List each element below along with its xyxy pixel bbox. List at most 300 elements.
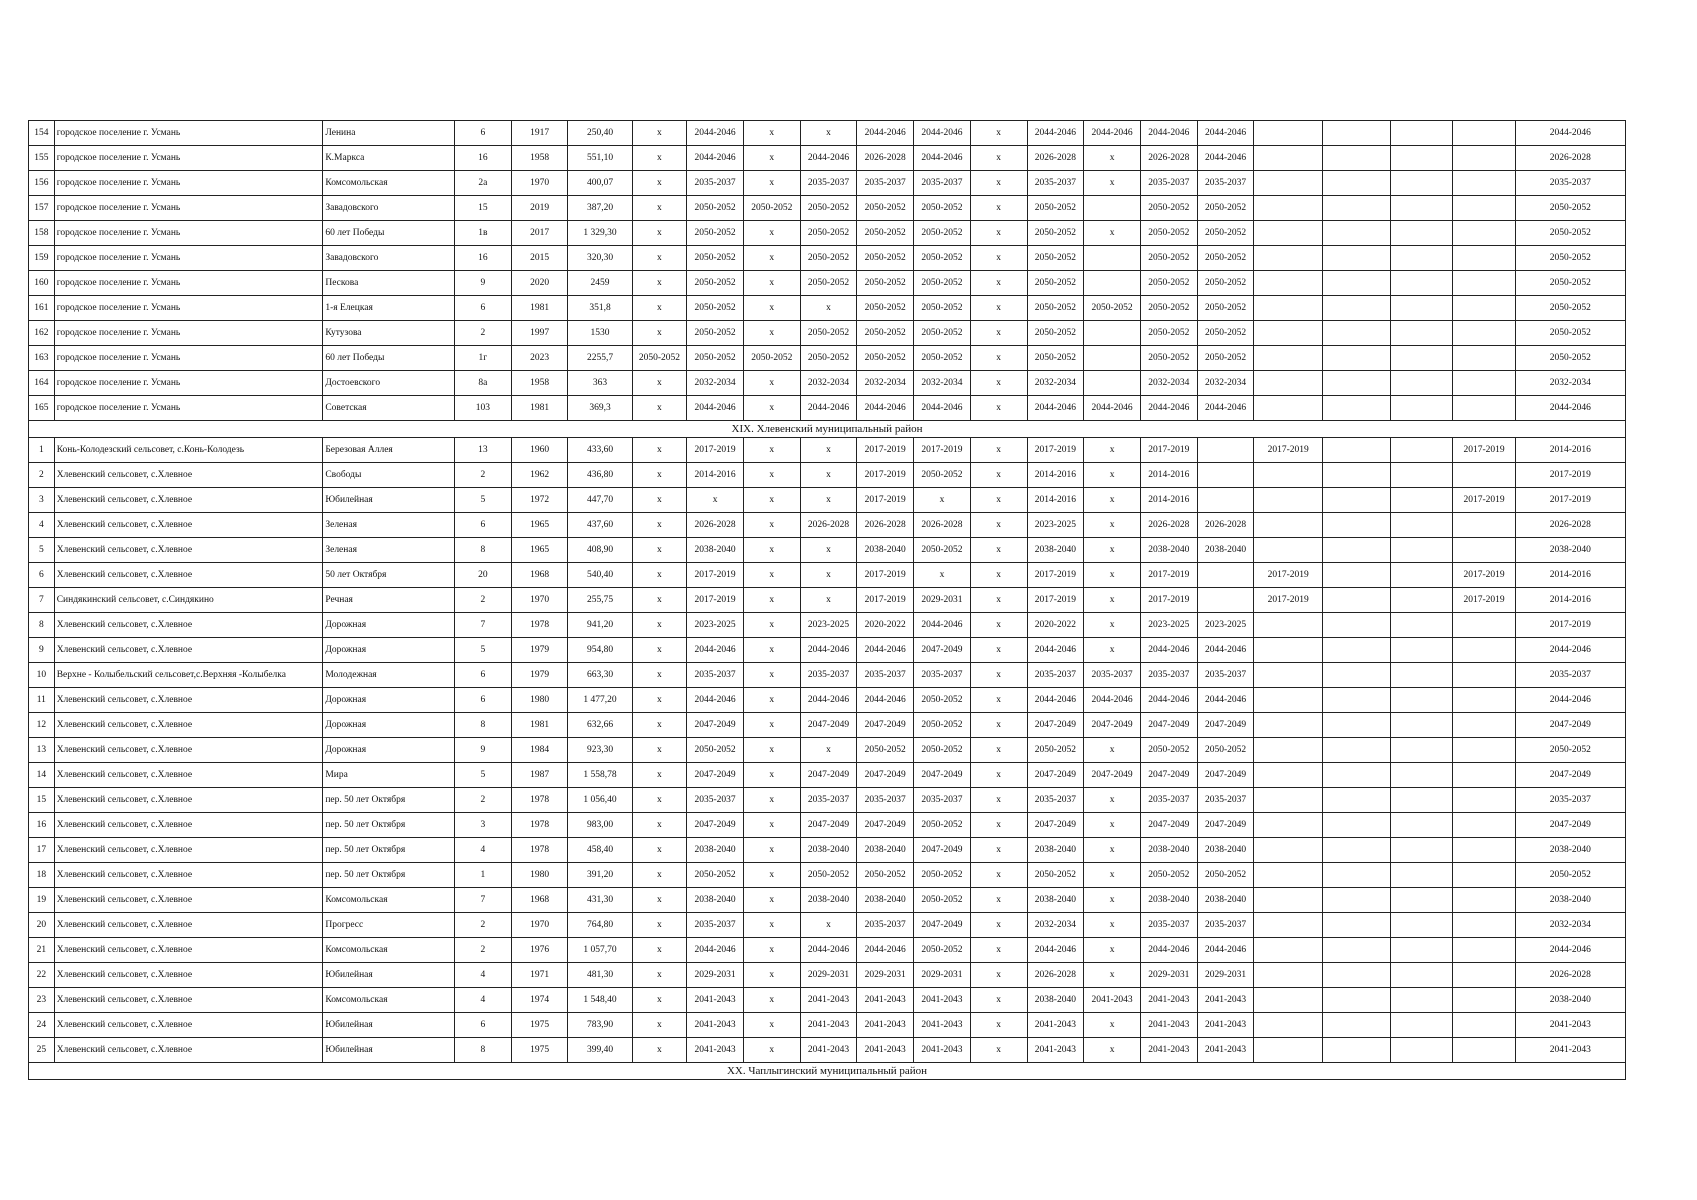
- table-cell: [1391, 613, 1453, 638]
- table-cell: х: [970, 838, 1027, 863]
- table-cell: х: [632, 913, 687, 938]
- table-row: [29, 221, 1626, 246]
- table-cell: [1453, 171, 1515, 196]
- table-cell: [1322, 488, 1391, 513]
- table-cell: х: [970, 863, 1027, 888]
- table-cell: 1980: [511, 863, 568, 888]
- table-cell: 1975: [511, 1013, 568, 1038]
- table-row: [29, 371, 1626, 396]
- table-cell: 2044-2046: [800, 688, 857, 713]
- table-cell: [1453, 938, 1515, 963]
- table-cell: городское поселение г. Усмань: [54, 371, 323, 396]
- table-cell: 941,20: [568, 613, 632, 638]
- table-cell: 2017-2019: [1515, 463, 1625, 488]
- table-cell: 2050-2052: [1140, 221, 1197, 246]
- table-cell: 14: [29, 763, 55, 788]
- table-cell: 2044-2046: [914, 613, 971, 638]
- table-cell: х: [970, 813, 1027, 838]
- table-cell: х: [743, 271, 800, 296]
- table-cell: х: [970, 296, 1027, 321]
- table-cell: 1965: [511, 513, 568, 538]
- table-cell: Хлевенский сельсовет, с.Хлевное: [54, 688, 323, 713]
- table-cell: [1453, 988, 1515, 1013]
- table-cell: 2017-2019: [1254, 588, 1323, 613]
- table-cell: 160: [29, 271, 55, 296]
- table-cell: х: [1084, 863, 1141, 888]
- table-cell: 2050-2052: [1197, 221, 1254, 246]
- table-cell: Дорожная: [323, 738, 455, 763]
- table-cell: 1978: [511, 813, 568, 838]
- table-cell: 165: [29, 396, 55, 421]
- table-cell: 5: [454, 638, 511, 663]
- table-cell: Комсомольская: [323, 888, 455, 913]
- table-cell: х: [914, 488, 971, 513]
- table-cell: [1084, 271, 1141, 296]
- table-cell: 2038-2040: [1515, 538, 1625, 563]
- table-cell: 2050-2052: [800, 246, 857, 271]
- table-cell: 2050-2052: [632, 346, 687, 371]
- table-cell: [1254, 913, 1323, 938]
- table-cell: 2050-2052: [1197, 296, 1254, 321]
- table-cell: [1322, 763, 1391, 788]
- table-cell: 2026-2028: [1140, 513, 1197, 538]
- table-cell: х: [970, 396, 1027, 421]
- table-cell: 551,10: [568, 146, 632, 171]
- table-cell: 12: [29, 713, 55, 738]
- table-cell: 2050-2052: [1027, 346, 1084, 371]
- table-cell: [1391, 588, 1453, 613]
- table-cell: 2041-2043: [800, 988, 857, 1013]
- table-cell: 2044-2046: [1027, 938, 1084, 963]
- table-cell: 21: [29, 938, 55, 963]
- table-cell: [1322, 913, 1391, 938]
- table-cell: 1984: [511, 738, 568, 763]
- table-cell: [1322, 1013, 1391, 1038]
- table-cell: 2050-2052: [914, 221, 971, 246]
- table-cell: Верхне - Колыбельский сельсовет,с.Верхняя -Колыбелка: [54, 663, 323, 688]
- table-cell: 1981: [511, 713, 568, 738]
- table-cell: [1391, 396, 1453, 421]
- table-cell: 2050-2052: [1027, 271, 1084, 296]
- table-cell: 2026-2028: [1027, 146, 1084, 171]
- table-cell: х: [743, 171, 800, 196]
- table-cell: 2035-2037: [914, 663, 971, 688]
- table-cell: [1254, 171, 1323, 196]
- table-cell: 2047-2049: [800, 713, 857, 738]
- table-cell: [1391, 171, 1453, 196]
- table-cell: 2041-2043: [687, 988, 744, 1013]
- table-cell: 13: [454, 438, 511, 463]
- table-cell: [1322, 863, 1391, 888]
- table-cell: 2032-2034: [1197, 371, 1254, 396]
- table-cell: х: [800, 438, 857, 463]
- table-cell: 4: [454, 838, 511, 863]
- table-cell: 2035-2037: [687, 788, 744, 813]
- table-cell: 2050-2052: [800, 196, 857, 221]
- table-cell: 2026-2028: [1515, 513, 1625, 538]
- table-cell: 2035-2037: [1140, 663, 1197, 688]
- table-cell: 2047-2049: [1515, 763, 1625, 788]
- table-cell: 2050-2052: [1515, 196, 1625, 221]
- table-cell: 2050-2052: [1140, 271, 1197, 296]
- table-cell: х: [743, 1038, 800, 1063]
- table-cell: Хлевенский сельсовет, с.Хлевное: [54, 913, 323, 938]
- table-cell: 2014-2016: [1027, 463, 1084, 488]
- table-cell: [1254, 346, 1323, 371]
- table-cell: 8: [454, 1038, 511, 1063]
- table-cell: 2044-2046: [1515, 121, 1625, 146]
- table-cell: 1 057,70: [568, 938, 632, 963]
- table-cell: 164: [29, 371, 55, 396]
- table-cell: [1322, 463, 1391, 488]
- table-row: [29, 963, 1626, 988]
- table-cell: 2050-2052: [857, 321, 914, 346]
- table-cell: [1453, 963, 1515, 988]
- table-cell: 2050-2052: [1140, 246, 1197, 271]
- table-cell: х: [632, 688, 687, 713]
- table-cell: 2017-2019: [687, 588, 744, 613]
- table-cell: 2017-2019: [1027, 588, 1084, 613]
- table-cell: 15: [454, 196, 511, 221]
- table-cell: 2050-2052: [687, 246, 744, 271]
- table-cell: 2044-2046: [1197, 146, 1254, 171]
- table-cell: [1322, 321, 1391, 346]
- table-cell: [1453, 763, 1515, 788]
- table-cell: х: [632, 838, 687, 863]
- table-cell: 2050-2052: [743, 196, 800, 221]
- table-cell: [1322, 638, 1391, 663]
- table-cell: 2050-2052: [687, 196, 744, 221]
- table-cell: 2050-2052: [687, 346, 744, 371]
- table-cell: 2044-2046: [800, 146, 857, 171]
- table-cell: 2032-2034: [1515, 913, 1625, 938]
- table-cell: 2038-2040: [1027, 838, 1084, 863]
- table-cell: х: [970, 1038, 1027, 1063]
- table-cell: 2050-2052: [857, 738, 914, 763]
- table-cell: х: [1084, 463, 1141, 488]
- table-cell: х: [1084, 538, 1141, 563]
- table-cell: [1254, 888, 1323, 913]
- table-cell: 2035-2037: [687, 171, 744, 196]
- table-cell: [1453, 1013, 1515, 1038]
- table-cell: 2050-2052: [1140, 346, 1197, 371]
- table-cell: [1453, 638, 1515, 663]
- table-cell: [1391, 788, 1453, 813]
- table-cell: 2050-2052: [914, 738, 971, 763]
- table-cell: 1 056,40: [568, 788, 632, 813]
- table-cell: 2035-2037: [914, 171, 971, 196]
- table-cell: 2047-2049: [1197, 763, 1254, 788]
- table-cell: 1979: [511, 638, 568, 663]
- table-cell: 2050-2052: [1140, 738, 1197, 763]
- table-cell: 2050-2052: [1140, 863, 1197, 888]
- table-cell: х: [970, 438, 1027, 463]
- table-cell: х: [1084, 813, 1141, 838]
- table-row: [29, 888, 1626, 913]
- table-cell: х: [632, 538, 687, 563]
- table-cell: 9: [454, 738, 511, 763]
- table-cell: 2044-2046: [857, 638, 914, 663]
- table-cell: Прогресс: [323, 913, 455, 938]
- table-cell: городское поселение г. Усмань: [54, 246, 323, 271]
- table-cell: [1322, 963, 1391, 988]
- table-cell: х: [970, 763, 1027, 788]
- table-cell: 2017-2019: [1453, 488, 1515, 513]
- table-cell: 2026-2028: [914, 513, 971, 538]
- table-cell: 2044-2046: [1515, 688, 1625, 713]
- table-cell: Комсомольская: [323, 988, 455, 1013]
- table-cell: 1965: [511, 538, 568, 563]
- table-cell: 2041-2043: [857, 1013, 914, 1038]
- table-cell: 2050-2052: [1197, 246, 1254, 271]
- table-cell: 2: [454, 913, 511, 938]
- table-cell: х: [743, 913, 800, 938]
- table-cell: [1453, 688, 1515, 713]
- table-cell: 2026-2028: [1515, 963, 1625, 988]
- table-cell: 1978: [511, 838, 568, 863]
- table-cell: [1453, 513, 1515, 538]
- table-cell: 2041-2043: [914, 1038, 971, 1063]
- table-cell: 2050-2052: [914, 863, 971, 888]
- table-cell: 2050-2052: [1027, 738, 1084, 763]
- table-cell: 2050-2052: [857, 221, 914, 246]
- table-cell: [1197, 438, 1254, 463]
- table-body: [29, 121, 1626, 1080]
- table-row: [29, 763, 1626, 788]
- table-cell: х: [632, 788, 687, 813]
- table-cell: 2050-2052: [857, 271, 914, 296]
- table-cell: [1322, 838, 1391, 863]
- section-title: XIX. Хлевенский муниципальный район: [29, 421, 1626, 438]
- table-cell: [1254, 246, 1323, 271]
- table-cell: 2050-2052: [914, 321, 971, 346]
- table-cell: 2038-2040: [1515, 988, 1625, 1013]
- table-cell: 2017-2019: [1453, 563, 1515, 588]
- table-cell: 2050-2052: [1027, 296, 1084, 321]
- table-cell: [1254, 813, 1323, 838]
- table-cell: 6: [454, 513, 511, 538]
- table-cell: х: [970, 738, 1027, 763]
- table-cell: 2035-2037: [857, 913, 914, 938]
- table-cell: [1322, 738, 1391, 763]
- table-cell: 5: [29, 538, 55, 563]
- table-cell: х: [1084, 171, 1141, 196]
- table-cell: 540,40: [568, 563, 632, 588]
- table-cell: [1453, 713, 1515, 738]
- table-cell: х: [632, 246, 687, 271]
- table-cell: х: [632, 588, 687, 613]
- table-cell: 2047-2049: [1140, 813, 1197, 838]
- table-cell: 2050-2052: [1197, 738, 1254, 763]
- table-cell: [1254, 538, 1323, 563]
- table-cell: 2050-2052: [1515, 738, 1625, 763]
- table-cell: [1453, 813, 1515, 838]
- table-cell: х: [743, 538, 800, 563]
- table-cell: [1254, 838, 1323, 863]
- table-cell: 954,80: [568, 638, 632, 663]
- table-cell: 2044-2046: [914, 121, 971, 146]
- table-cell: х: [970, 538, 1027, 563]
- table-cell: 2017-2019: [1453, 438, 1515, 463]
- table-cell: 2047-2049: [914, 838, 971, 863]
- table-cell: 2047-2049: [1197, 813, 1254, 838]
- table-cell: [1391, 888, 1453, 913]
- table-cell: городское поселение г. Усмань: [54, 171, 323, 196]
- table-cell: 2038-2040: [857, 538, 914, 563]
- table-cell: 2050-2052: [687, 271, 744, 296]
- table-cell: 2014-2016: [1027, 488, 1084, 513]
- table-cell: х: [800, 463, 857, 488]
- table-row: [29, 913, 1626, 938]
- table-cell: [1391, 638, 1453, 663]
- table-cell: 23: [29, 988, 55, 1013]
- table-cell: 983,00: [568, 813, 632, 838]
- table-row: [29, 588, 1626, 613]
- table-cell: 2: [454, 588, 511, 613]
- table-row: [29, 463, 1626, 488]
- table-cell: 2041-2043: [1027, 1038, 1084, 1063]
- table-cell: [1254, 221, 1323, 246]
- table-cell: 2026-2028: [687, 513, 744, 538]
- table-cell: городское поселение г. Усмань: [54, 146, 323, 171]
- table-cell: [1453, 863, 1515, 888]
- table-cell: 2014-2016: [1140, 463, 1197, 488]
- table-cell: 2: [454, 788, 511, 813]
- table-cell: 2047-2049: [857, 763, 914, 788]
- table-cell: 2047-2049: [914, 763, 971, 788]
- table-cell: 2050-2052: [800, 221, 857, 246]
- table-cell: [1084, 321, 1141, 346]
- table-row: [29, 246, 1626, 271]
- table-cell: х: [1084, 838, 1141, 863]
- table-cell: 2026-2028: [857, 146, 914, 171]
- table-cell: [1322, 296, 1391, 321]
- table-cell: 2044-2046: [687, 638, 744, 663]
- table-cell: х: [743, 1013, 800, 1038]
- table-cell: 2026-2028: [1140, 146, 1197, 171]
- table-cell: 1981: [511, 296, 568, 321]
- table-cell: 2: [454, 463, 511, 488]
- table-cell: [1453, 788, 1515, 813]
- table-cell: [1322, 513, 1391, 538]
- table-cell: 2050-2052: [857, 246, 914, 271]
- table-cell: Хлевенский сельсовет, с.Хлевное: [54, 713, 323, 738]
- table-cell: 783,90: [568, 1013, 632, 1038]
- table-cell: х: [632, 221, 687, 246]
- table-cell: [1254, 613, 1323, 638]
- table-cell: [1197, 463, 1254, 488]
- table-cell: 2041-2043: [1197, 1038, 1254, 1063]
- table-cell: х: [743, 813, 800, 838]
- table-cell: 2044-2046: [687, 938, 744, 963]
- table-cell: х: [632, 963, 687, 988]
- table-cell: 2050-2052: [800, 321, 857, 346]
- table-cell: 1958: [511, 371, 568, 396]
- table-cell: 3: [454, 813, 511, 838]
- table-cell: 2032-2034: [1140, 371, 1197, 396]
- table-cell: х: [743, 763, 800, 788]
- table-cell: 156: [29, 171, 55, 196]
- table-cell: [1391, 713, 1453, 738]
- table-cell: 2038-2040: [1197, 888, 1254, 913]
- table-cell: х: [970, 1013, 1027, 1038]
- table-cell: 2014-2016: [1515, 438, 1625, 463]
- table-cell: 9: [29, 638, 55, 663]
- table-cell: 2041-2043: [914, 988, 971, 1013]
- table-cell: Молодежная: [323, 663, 455, 688]
- table-cell: [1453, 296, 1515, 321]
- table-cell: 2017-2019: [857, 463, 914, 488]
- table-cell: 157: [29, 196, 55, 221]
- table-row: [29, 1038, 1626, 1063]
- table-cell: [1391, 371, 1453, 396]
- table-cell: [1453, 346, 1515, 371]
- table-cell: 2014-2016: [687, 463, 744, 488]
- table-cell: 2050-2052: [1197, 346, 1254, 371]
- table-cell: х: [970, 271, 1027, 296]
- table-row: [29, 863, 1626, 888]
- table-cell: 161: [29, 296, 55, 321]
- table-cell: 2038-2040: [800, 838, 857, 863]
- table-cell: х: [970, 688, 1027, 713]
- table-cell: Советская: [323, 396, 455, 421]
- table-cell: [1322, 221, 1391, 246]
- table-cell: х: [743, 788, 800, 813]
- table-cell: [1322, 346, 1391, 371]
- table-cell: 8: [454, 538, 511, 563]
- table-cell: 2047-2049: [1515, 813, 1625, 838]
- table-cell: х: [743, 938, 800, 963]
- table-cell: [1322, 788, 1391, 813]
- table-cell: 2044-2046: [1515, 638, 1625, 663]
- table-cell: [1254, 321, 1323, 346]
- table-cell: 2044-2046: [1515, 938, 1625, 963]
- table-cell: 2038-2040: [1197, 838, 1254, 863]
- table-cell: [1322, 396, 1391, 421]
- table-cell: х: [632, 463, 687, 488]
- table-cell: х: [743, 888, 800, 913]
- table-cell: 2050-2052: [914, 296, 971, 321]
- table-cell: х: [632, 888, 687, 913]
- table-cell: городское поселение г. Усмань: [54, 296, 323, 321]
- table-cell: Комсомольская: [323, 171, 455, 196]
- section-header-row: [29, 421, 1626, 438]
- table-cell: 2026-2028: [1027, 963, 1084, 988]
- table-cell: 2047-2049: [1140, 763, 1197, 788]
- table-cell: 2050-2052: [1084, 296, 1141, 321]
- table-cell: 2035-2037: [1197, 913, 1254, 938]
- table-cell: х: [743, 371, 800, 396]
- table-cell: х: [743, 738, 800, 763]
- table-cell: 2038-2040: [1027, 888, 1084, 913]
- table-cell: [1197, 588, 1254, 613]
- table-cell: 2035-2037: [857, 171, 914, 196]
- table-cell: 1980: [511, 688, 568, 713]
- table-cell: [1254, 396, 1323, 421]
- table-cell: 2а: [454, 171, 511, 196]
- table-cell: 387,20: [568, 196, 632, 221]
- table-cell: х: [632, 988, 687, 1013]
- table-cell: [1453, 271, 1515, 296]
- table-cell: 2050-2052: [687, 221, 744, 246]
- table-cell: 2050-2052: [1515, 246, 1625, 271]
- table-cell: [1254, 296, 1323, 321]
- table-cell: 2014-2016: [1140, 488, 1197, 513]
- table-cell: [1391, 196, 1453, 221]
- table-cell: 2044-2046: [1084, 688, 1141, 713]
- table-cell: х: [632, 813, 687, 838]
- table-row: [29, 663, 1626, 688]
